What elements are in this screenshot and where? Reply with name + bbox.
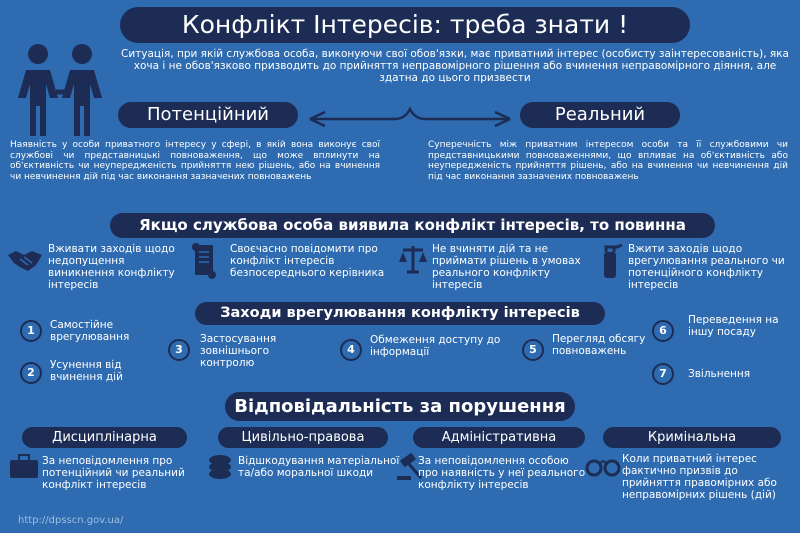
measure-number-1: 1	[20, 320, 42, 342]
scales-icon	[397, 242, 429, 278]
page-title: Конфлікт Інтересів: треба знати !	[120, 7, 690, 43]
handcuffs-icon	[585, 452, 621, 480]
duty-item-2: Своєчасно повідомити про конфлікт інтересів безпосереднього керівника	[230, 243, 385, 279]
brace-arrows-icon	[305, 104, 515, 132]
scroll-icon	[190, 242, 220, 280]
liability-text-civil: Відшкодування матеріальної та/або моральної шкоди	[238, 455, 400, 479]
measure-item-4: Обмеження доступу до інформації	[370, 334, 501, 358]
duties-heading: Якщо службова особа виявила конфлікт інтересів, то повинна	[110, 213, 715, 238]
liability-text-criminal: Коли приватний інтерес фактично призвів до прийняття правомірних або неправомірних рішень (дій)	[622, 453, 777, 501]
measures-heading: Заходи врегулювання конфлікту інтересів	[195, 302, 605, 325]
liability-label-disciplinary: Дисциплінарна	[22, 427, 187, 448]
measure-item-5: Перегляд обсягу повноважень	[552, 333, 646, 357]
intro-text: Ситуація, при якій службова особа, виконуючи свої обов'язки, має приватний інтерес (особисту заінтересованість), яка хоча і не обов'язково призводить до прийняття неправомірного рішення або вчинення неправомірного діяння, але здатна до цього призвести	[121, 48, 789, 84]
real-label: Реальний	[520, 102, 680, 128]
measure-item-1: Самостійне врегулювання	[50, 319, 130, 343]
liability-text-administrative: За неповідомлення особою про наявність у неї реального конфлікту інтересів	[418, 455, 586, 491]
measure-number-5: 5	[522, 339, 544, 361]
measure-item-6: Переведення на іншу посаду	[688, 314, 779, 338]
liability-text-disciplinary: За неповідомлення про потенційний чи реальний конфлікт інтересів	[42, 455, 185, 491]
briefcase-icon	[8, 452, 40, 480]
footer-url[interactable]: http://dpsscn.gov.ua/	[18, 515, 124, 526]
liability-label-civil: Цивільно-правова	[218, 427, 388, 448]
measure-item-2: Усунення від вчинення дій	[50, 359, 123, 383]
measure-number-3: 3	[168, 339, 190, 361]
measure-number-7: 7	[652, 363, 674, 385]
two-people-icon	[8, 40, 113, 140]
measure-number-6: 6	[652, 320, 674, 342]
liability-label-criminal: Кримінальна	[603, 427, 781, 448]
duty-item-3: Не вчиняти дій та не приймати рішень в умовах реального конфлікту інтересів	[432, 243, 581, 291]
handshake-icon	[6, 245, 44, 275]
coins-icon	[205, 452, 235, 482]
measure-item-7: Звільнення	[688, 368, 751, 380]
measure-number-4: 4	[340, 339, 362, 361]
duty-item-1: Вживати заходів щодо недопущення виникнення конфлікту інтересів	[48, 243, 175, 291]
liability-label-administrative: Адміністративна	[413, 427, 585, 448]
real-text: Суперечність між приватним інтересом особи та її службовими чи представницькими повноваженнями, що впливає на об'єктивність або неупередженість прийняття рішень, або на вчинення чи невчинення дій під час виконання зазначених повноважень	[428, 140, 788, 182]
potential-text: Наявність у особи приватного інтересу у сфері, в якій вона виконує свої службові чи представницькі повноваження, що може вплинути на об'єктивність чи неупередженість прийняття нею рішень, або на вчинення чи невчинення дій під час виконання зазначених повноважень	[10, 140, 380, 182]
measure-number-2: 2	[20, 362, 42, 384]
measure-item-3: Застосування зовнішнього контролю	[200, 333, 277, 369]
fire-extinguisher-icon	[596, 242, 624, 280]
potential-label: Потенційний	[118, 102, 298, 128]
duty-item-4: Вжити заходів щодо врегулювання реального чи потенційного конфлікту інтересів	[628, 243, 785, 291]
liability-heading: Відповідальність за порушення	[225, 392, 575, 421]
